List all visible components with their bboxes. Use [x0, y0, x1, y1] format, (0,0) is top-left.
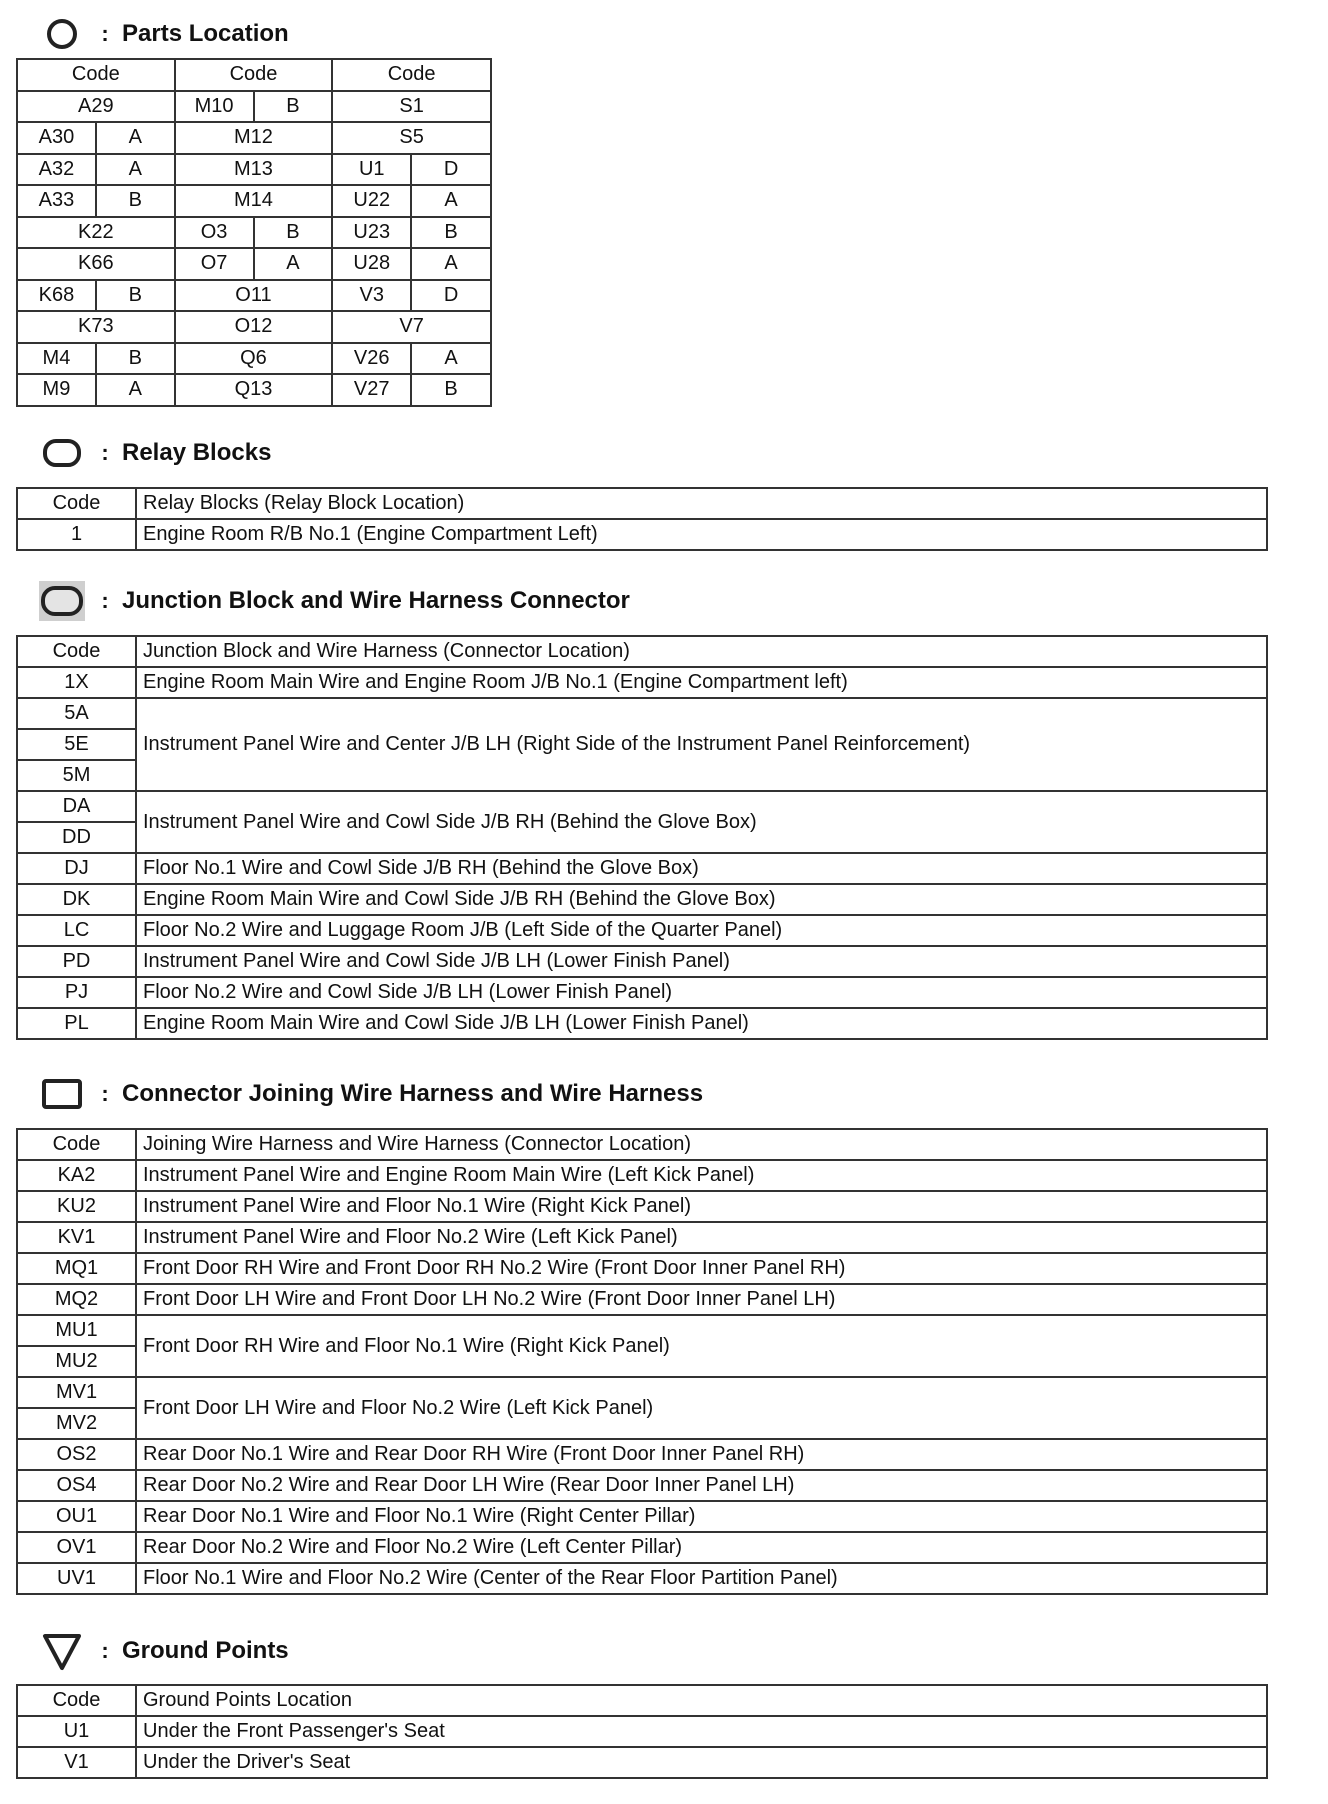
part-location-letter: A: [96, 122, 175, 154]
table-header-row: [17, 59, 491, 91]
junction-block-heading: [36, 581, 630, 621]
code-cell: MV1: [17, 1377, 136, 1408]
circle-icon: [36, 14, 88, 54]
part-code-cell: S1: [332, 91, 491, 123]
location-description-cell: Front Door RH Wire and Floor No.1 Wire (Right Kick Panel): [136, 1315, 1267, 1377]
part-code-cell: M14: [175, 185, 333, 217]
code-cell: OS2: [17, 1439, 136, 1470]
table-row: [17, 698, 1267, 729]
part-code-cell: O7: [175, 248, 254, 280]
part-location-letter: D: [411, 154, 491, 186]
table-row: [17, 343, 491, 375]
table-row: [17, 1160, 1267, 1191]
table-row: [17, 1377, 1267, 1408]
description-column-header: Relay Blocks (Relay Block Location): [136, 488, 1267, 519]
code-cell: MQ1: [17, 1253, 136, 1284]
table-row: [17, 1563, 1267, 1594]
code-cell: PD: [17, 946, 136, 977]
part-code-cell: A30: [17, 122, 96, 154]
location-description-cell: Front Door LH Wire and Front Door LH No.2 Wire (Front Door Inner Panel LH): [136, 1284, 1267, 1315]
location-description-cell: Front Door RH Wire and Front Door RH No.2 Wire (Front Door Inner Panel RH): [136, 1253, 1267, 1284]
part-code-cell: O3: [175, 217, 254, 249]
code-column-header: Code: [17, 1129, 136, 1160]
table-row: [17, 91, 491, 123]
part-code-cell: K68: [17, 280, 96, 312]
code-cell: LC: [17, 915, 136, 946]
table-row: [17, 1716, 1267, 1747]
part-code-cell: V26: [332, 343, 411, 375]
code-cell: DK: [17, 884, 136, 915]
relay-blocks-heading: [36, 433, 271, 473]
part-location-letter: A: [411, 185, 491, 217]
code-cell: PL: [17, 1008, 136, 1039]
table-row: [17, 185, 491, 217]
code-cell: UV1: [17, 1563, 136, 1594]
location-description-cell: Floor No.1 Wire and Floor No.2 Wire (Center of the Rear Floor Partition Panel): [136, 1563, 1267, 1594]
part-code-cell: K66: [17, 248, 175, 280]
heading-colon: :: [101, 21, 109, 46]
heading-colon: :: [101, 1081, 109, 1106]
table-row: [17, 1315, 1267, 1346]
code-cell: 1X: [17, 667, 136, 698]
location-description-cell: Floor No.2 Wire and Luggage Room J/B (Left Side of the Quarter Panel): [136, 915, 1267, 946]
column-header: Code: [175, 59, 333, 91]
table-row: [17, 977, 1267, 1008]
table-row: [17, 946, 1267, 977]
part-code-cell: M9: [17, 374, 96, 406]
location-description-cell: Rear Door No.2 Wire and Floor No.2 Wire (Left Center Pillar): [136, 1532, 1267, 1563]
part-code-cell: K22: [17, 217, 175, 249]
part-code-cell: M12: [175, 122, 333, 154]
part-location-letter: B: [411, 374, 491, 406]
column-header: Code: [17, 59, 175, 91]
code-column-header: Code: [17, 488, 136, 519]
part-location-letter: A: [96, 154, 175, 186]
part-location-letter: B: [96, 343, 175, 375]
table-header-row: [17, 636, 1267, 667]
part-code-cell: V7: [332, 311, 491, 343]
rounded-oval-icon: [36, 433, 88, 473]
part-code-cell: U22: [332, 185, 411, 217]
code-cell: DD: [17, 822, 136, 853]
table-row: [17, 1501, 1267, 1532]
part-code-cell: O11: [175, 280, 333, 312]
section-title: Relay Blocks: [122, 439, 272, 466]
location-description-cell: Front Door LH Wire and Floor No.2 Wire (Left Kick Panel): [136, 1377, 1267, 1439]
parts-location-table: [16, 58, 492, 407]
location-description-cell: Engine Room Main Wire and Engine Room J/B No.1 (Engine Compartment left): [136, 667, 1267, 698]
location-description-cell: Rear Door No.2 Wire and Rear Door LH Wire (Rear Door Inner Panel LH): [136, 1470, 1267, 1501]
location-description-cell: Instrument Panel Wire and Floor No.1 Wire (Right Kick Panel): [136, 1191, 1267, 1222]
relay-blocks-table: [16, 487, 1268, 551]
part-code-cell: O12: [175, 311, 333, 343]
part-code-cell: U28: [332, 248, 411, 280]
part-code-cell: M10: [175, 91, 254, 123]
part-code-cell: Q13: [175, 374, 333, 406]
section-title: Junction Block and Wire Harness Connector: [122, 587, 630, 614]
table-row: [17, 248, 491, 280]
shaded-oval-icon: [36, 581, 88, 621]
code-cell: DA: [17, 791, 136, 822]
rectangle-icon: [36, 1074, 88, 1114]
location-description-cell: Rear Door No.1 Wire and Floor No.1 Wire (Right Center Pillar): [136, 1501, 1267, 1532]
column-header: Code: [332, 59, 491, 91]
table-row: [17, 1191, 1267, 1222]
location-description-cell: Instrument Panel Wire and Engine Room Main Wire (Left Kick Panel): [136, 1160, 1267, 1191]
code-cell: KV1: [17, 1222, 136, 1253]
location-description-cell: Instrument Panel Wire and Center J/B LH (Right Side of the Instrument Panel Reinforcement): [136, 698, 1267, 791]
part-location-letter: B: [411, 217, 491, 249]
table-header-row: [17, 1129, 1267, 1160]
table-row: [17, 154, 491, 186]
table-row: [17, 1222, 1267, 1253]
triangle-down-icon: [36, 1631, 88, 1671]
part-code-cell: K73: [17, 311, 175, 343]
code-cell: 5M: [17, 760, 136, 791]
table-row: [17, 280, 491, 312]
table-header-row: [17, 1685, 1267, 1716]
part-code-cell: S5: [332, 122, 491, 154]
code-cell: 5A: [17, 698, 136, 729]
heading-colon: :: [101, 1638, 109, 1663]
location-description-cell: Rear Door No.1 Wire and Rear Door RH Wire (Front Door Inner Panel RH): [136, 1439, 1267, 1470]
heading-colon: :: [101, 440, 109, 465]
section-title: Parts Location: [122, 20, 289, 47]
code-cell: MU1: [17, 1315, 136, 1346]
table-row: [17, 1253, 1267, 1284]
location-description-cell: Engine Room R/B No.1 (Engine Compartment Left): [136, 519, 1267, 550]
code-cell: MV2: [17, 1408, 136, 1439]
part-code-cell: U1: [332, 154, 411, 186]
code-cell: OU1: [17, 1501, 136, 1532]
part-location-letter: A: [254, 248, 333, 280]
description-column-header: Ground Points Location: [136, 1685, 1267, 1716]
table-row: [17, 1284, 1267, 1315]
part-code-cell: A33: [17, 185, 96, 217]
table-row: [17, 667, 1267, 698]
code-cell: MQ2: [17, 1284, 136, 1315]
table-row: [17, 1008, 1267, 1039]
table-row: [17, 915, 1267, 946]
location-description-cell: Instrument Panel Wire and Cowl Side J/B LH (Lower Finish Panel): [136, 946, 1267, 977]
location-description-cell: Under the Driver's Seat: [136, 1747, 1267, 1778]
ground-points-table: [16, 1684, 1268, 1779]
part-code-cell: V3: [332, 280, 411, 312]
part-location-letter: B: [254, 91, 333, 123]
code-cell: V1: [17, 1747, 136, 1778]
table-row: [17, 791, 1267, 822]
heading-colon: :: [101, 588, 109, 613]
connector-joining-table: [16, 1128, 1268, 1595]
description-column-header: Joining Wire Harness and Wire Harness (Connector Location): [136, 1129, 1267, 1160]
table-row: [17, 853, 1267, 884]
code-cell: KA2: [17, 1160, 136, 1191]
location-description-cell: Engine Room Main Wire and Cowl Side J/B RH (Behind the Glove Box): [136, 884, 1267, 915]
part-code-cell: M4: [17, 343, 96, 375]
code-cell: PJ: [17, 977, 136, 1008]
part-location-letter: A: [411, 343, 491, 375]
part-code-cell: A32: [17, 154, 96, 186]
code-column-header: Code: [17, 1685, 136, 1716]
location-description-cell: Floor No.1 Wire and Cowl Side J/B RH (Behind the Glove Box): [136, 853, 1267, 884]
description-column-header: Junction Block and Wire Harness (Connector Location): [136, 636, 1267, 667]
table-row: [17, 1747, 1267, 1778]
table-row: [17, 1470, 1267, 1501]
part-location-letter: A: [96, 374, 175, 406]
table-row: [17, 1439, 1267, 1470]
code-cell: OS4: [17, 1470, 136, 1501]
section-title: Connector Joining Wire Harness and Wire Harness: [122, 1080, 704, 1107]
parts-location-heading: [36, 14, 289, 54]
junction-block-table: [16, 635, 1268, 1040]
table-row: [17, 122, 491, 154]
section-title: Ground Points: [122, 1637, 289, 1664]
location-description-cell: Instrument Panel Wire and Floor No.2 Wire (Left Kick Panel): [136, 1222, 1267, 1253]
location-description-cell: Instrument Panel Wire and Cowl Side J/B RH (Behind the Glove Box): [136, 791, 1267, 853]
code-cell: 5E: [17, 729, 136, 760]
table-row: [17, 217, 491, 249]
table-row: [17, 311, 491, 343]
table-row: [17, 884, 1267, 915]
ground-points-heading: [36, 1631, 289, 1671]
code-cell: 1: [17, 519, 136, 550]
code-column-header: Code: [17, 636, 136, 667]
connector-joining-heading: [36, 1074, 703, 1114]
code-cell: MU2: [17, 1346, 136, 1377]
location-description-cell: Floor No.2 Wire and Cowl Side J/B LH (Lower Finish Panel): [136, 977, 1267, 1008]
part-code-cell: Q6: [175, 343, 333, 375]
part-location-letter: D: [411, 280, 491, 312]
table-header-row: [17, 488, 1267, 519]
table-row: [17, 1532, 1267, 1563]
location-description-cell: Under the Front Passenger's Seat: [136, 1716, 1267, 1747]
code-cell: KU2: [17, 1191, 136, 1222]
code-cell: OV1: [17, 1532, 136, 1563]
part-code-cell: M13: [175, 154, 333, 186]
part-location-letter: B: [254, 217, 333, 249]
part-code-cell: V27: [332, 374, 411, 406]
part-location-letter: B: [96, 185, 175, 217]
location-description-cell: Engine Room Main Wire and Cowl Side J/B LH (Lower Finish Panel): [136, 1008, 1267, 1039]
table-row: [17, 374, 491, 406]
part-code-cell: A29: [17, 91, 175, 123]
table-row: [17, 519, 1267, 550]
part-location-letter: B: [96, 280, 175, 312]
code-cell: U1: [17, 1716, 136, 1747]
part-code-cell: U23: [332, 217, 411, 249]
code-cell: DJ: [17, 853, 136, 884]
part-location-letter: A: [411, 248, 491, 280]
